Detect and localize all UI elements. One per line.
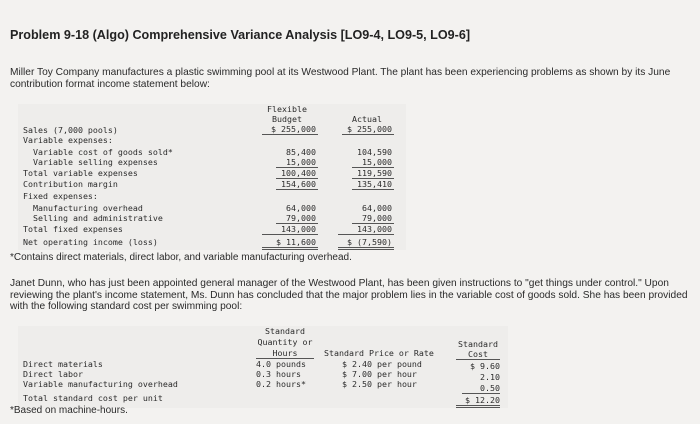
- std-row-vmoh-label: Variable manufacturing overhead: [23, 379, 178, 389]
- std-row-dl-cost: 2.10: [480, 372, 500, 382]
- std-row-dl-price: $ 7.00 per hour: [342, 369, 417, 379]
- flex-header-line1: Flexible: [267, 104, 307, 114]
- std-row-dl-label: Direct labor: [23, 369, 83, 379]
- row-total-fixed-label: Total fixed expenses: [23, 224, 123, 234]
- std-row-dm-label: Direct materials: [23, 359, 103, 369]
- cost-header-line1: Standard: [458, 339, 498, 349]
- row-noi-flex: $ 11,600: [276, 237, 316, 247]
- row-vcogs-label: Variable cost of goods sold*: [33, 147, 173, 157]
- row-total-fixed-actual: 143,000: [357, 224, 392, 234]
- standard-cost-footnote: *Based on machine-hours.: [10, 405, 128, 416]
- std-row-dm-price: $ 2.40 per pound: [342, 359, 422, 369]
- row-contribution-actual: 135,410: [357, 179, 392, 189]
- row-total-variable-actual: 119,590: [357, 168, 392, 178]
- row-fixed-expenses-label: Fixed expenses:: [23, 191, 98, 201]
- row-total-variable-flex: 100,400: [281, 168, 316, 178]
- qty-header-line3: Hours: [272, 348, 298, 358]
- row-vcogs-flex: 85,400: [286, 147, 316, 157]
- income-statement-footnote: *Contains direct materials, direct labor, and variable manufacturing overhead.: [10, 252, 352, 263]
- row-mfg-overhead-flex: 64,000: [286, 203, 316, 213]
- row-vcogs-actual: 104,590: [357, 147, 392, 157]
- intro-paragraph: Miller Toy Company manufactures a plastic swimming pool at its Westwood Plant. The plant has been experiencing problems as shown by its June contribution format income statement below:: [10, 67, 671, 90]
- row-total-variable-label: Total variable expenses: [23, 168, 138, 178]
- std-total-cost: $ 12.20: [465, 395, 500, 405]
- cost-header-line2: Cost: [468, 349, 488, 359]
- std-row-vmoh-qty: 0.2 hours*: [256, 379, 306, 389]
- row-variable-expenses-label: Variable expenses:: [23, 135, 113, 145]
- qty-header-line2: Quantity or: [257, 337, 313, 347]
- row-selling-admin-flex: 79,000: [286, 213, 316, 223]
- std-row-dm-qty: 4.0 pounds: [256, 359, 306, 369]
- row-contribution-label: Contribution margin: [23, 179, 118, 189]
- std-row-vmoh-cost: 0.50: [480, 383, 500, 393]
- row-selling-admin-actual: 79,000: [362, 213, 392, 223]
- row-noi-actual: $ (7,590): [347, 237, 392, 247]
- row-vselling-flex: 15,000: [286, 157, 316, 167]
- row-noi-label: Net operating income (loss): [23, 237, 158, 247]
- actual-sales-value: $ 255,000: [347, 124, 392, 134]
- actual-header: Actual: [352, 114, 382, 124]
- flex-sales-value: $ 255,000: [271, 124, 316, 134]
- row-sales-label: Sales (7,000 pools): [23, 125, 118, 135]
- std-row-dm-cost: $ 9.60: [470, 361, 500, 371]
- row-vselling-actual: 15,000: [362, 157, 392, 167]
- row-vselling-label: Variable selling expenses: [33, 157, 158, 167]
- row-contribution-flex: 154,600: [281, 179, 316, 189]
- paragraph-2: Janet Dunn, who has just been appointed general manager of the Westwood Plant, has been given instructions to "get things under control." Upon reviewing the plant's income statement, Ms. Dunn has concluded that the major problem lies in the variable cost of goods sold. She has been provided with the following standard cost per swimming pool:: [10, 278, 688, 312]
- row-total-fixed-flex: 143,000: [281, 224, 316, 234]
- row-mfg-overhead-actual: 64,000: [362, 203, 392, 213]
- std-row-dl-qty: 0.3 hours: [256, 369, 301, 379]
- std-total-label: Total standard cost per unit: [23, 393, 163, 403]
- problem-title: Problem 9-18 (Algo) Comprehensive Variance Analysis [LO9-4, LO9-5, LO9-6]: [10, 28, 471, 42]
- price-header: Standard Price or Rate: [324, 348, 434, 358]
- std-row-vmoh-price: $ 2.50 per hour: [342, 379, 417, 389]
- flex-header-line2: Budget: [272, 114, 302, 124]
- qty-header-line1: Standard: [265, 326, 305, 336]
- row-selling-admin-label: Selling and administrative: [33, 213, 163, 223]
- row-mfg-overhead-label: Manufacturing overhead: [33, 203, 143, 213]
